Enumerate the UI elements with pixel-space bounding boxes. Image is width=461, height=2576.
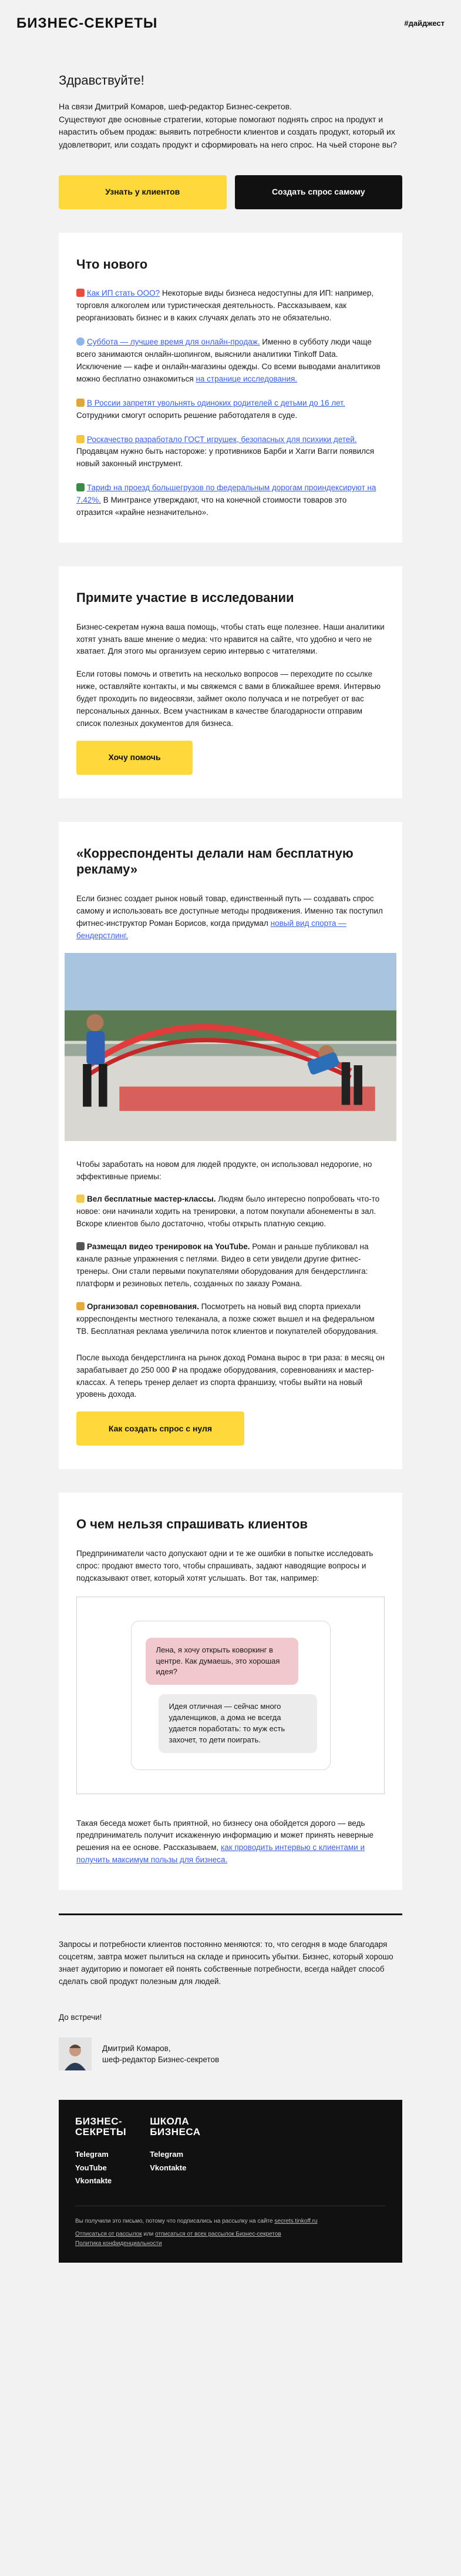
news-item: Тариф на проезд большегрузов по федеральным дорогам проиндексируют на 7,42%. В Минтрансе утверждают, что на конечной стоимости товаров это отразится «крайне незначительно». [76,483,376,517]
logo[interactable]: БИЗНЕС-СЕКРЕТЫ [16,15,158,31]
vkontakte-link[interactable]: Vkontakte [75,2176,112,2186]
author-block [59,2038,402,2070]
questions-title: О чем нельзя спрашивать клиентов [76,1517,308,1532]
video-camera-icon [76,1242,85,1250]
greeting: Здравствуйте! [59,73,144,88]
article-lead: Если бизнес создает рынок новый товар, единственный путь — создавать спрос самому и использовать все доступные методы продвижения. Именно так поступил фитнес-инструктор Роман Борисов, когда придумал новый вид спорта — бендерстлинг. [76,894,383,940]
footer-legal: Вы получили это письмо, потому что подписались на рассылку на сайте secrets.tinkoff.ru Отписаться от рассылок или отписаться от всех рассылок Бизнес-секретов Политика конфиденциальности [75,2206,386,2249]
training-photo [65,953,396,1141]
footer-col-secrets [75,2116,126,2188]
signoff [0,1988,461,2094]
truck-icon [76,483,85,491]
clock-icon [76,337,85,346]
unsubscribe-link[interactable]: Отписаться от рассылок [75,2231,142,2238]
phone-frame [131,1621,331,1770]
question-icon [76,289,85,297]
tip-item: Организовал соревнования. Посмотреть на новый вид спорта приехали корреспонденты местного телеканала, а позже сюжет вышел и на федеральном ТВ. Бесплатная реклама увеличила поток клиентов и покупателей оборудования. [76,1302,378,1336]
footer-logo-secrets[interactable]: БИЗНЕС- СЕКРЕТЫ [75,2116,127,2138]
questions-card [59,1493,402,1890]
tip-item: Размещал видео тренировок на YouTube. Роман и раньше публиковал на канале разные упражнения с петлями. Видео в сети увидели другие фитнес-тренеры. Они стали первыми покупателями оборудования для бендерстлинга: платформ и резиновых петель, созданных по заказу Романа. [76,1242,369,1289]
subscription-note: Вы получили это письмо, потому что подписались на рассылку на сайте secrets.tinkoff.ru [75,2218,318,2225]
telegram-link[interactable]: Telegram [75,2149,109,2159]
research-text: Бизнес-секретам нужна ваша помощь, чтобы стать еще полезнее. Наши аналитики хотят узнать ваше мнение о медиа: что нравится на сайте, что удобно и чего не хватает. Для этого мы организуем серию интервью с читателями. [76,622,385,656]
closing-text: Запросы и потребности клиентов постоянно меняются: то, что сегодня в моде благодаря соцсетям, завтра может пылиться на складе и приносить убытки. Бизнес, который хорошо знает аудиторию и помогает ей понять собственные потребности, всегда найдет способ сделать свой продукт полезным для людей. [59,1940,393,1986]
ask-clients-button[interactable]: Узнать у клиентов [59,175,227,209]
youtube-link[interactable]: YouTube [75,2163,107,2172]
news-item: В России запретят увольнять одиноких родителей с детьми до 16 лет. Сотрудники смогут оспорить решение работодателя в суде. [76,398,345,420]
create-demand-button[interactable]: Создать спрос самому [235,175,403,209]
news-item: Суббота — лучшее время для онлайн-продаж. Именно в субботу люди чаще всего занимаются онлайн-шопингом, выяснили аналитики Tinkoff Data. Исключение — кафе и онлайн-магазины одежды. Со всеми выводами аналитиков можно бесплатно ознакомиться на странице исследования. [76,337,381,383]
intro-author: На связи Дмитрий Комаров, шеф-редактор Бизнес-секретов. [59,102,292,111]
question-bubble: Лена, я хочу открыть коворкинг в центре. Как думаешь, это хорошая идея? [146,1638,298,1685]
create-demand-link-button[interactable]: Как создать спрос с нуля [76,1411,244,1446]
article-card [59,822,402,1469]
news-card [59,233,402,543]
avatar [59,2038,92,2070]
news-title: Что нового [76,256,148,272]
training-photo-image [65,953,396,1141]
toy-icon [76,435,85,443]
hashtag: #дайджест [404,19,445,28]
interview-guide-link[interactable]: как проводить интервью с клиентами и получить максимум пользы для бизнеса. [76,1843,365,1865]
research-title: Примите участие в исследовании [76,590,294,605]
news-link[interactable]: Роскачество разработало ГОСТ игрушек, безопасных для психики детей. [87,434,357,444]
bye-text: До встречи! [59,2012,102,2022]
lightbulb-icon [76,1195,85,1203]
trophy-icon [76,1302,85,1310]
intro-text: Существуют две основные стратегии, которые помогают поднять спрос на продукт и нарастить объем продаж: выявить потребности клиентов и создать продукт, который их удовлетворит, или создать продукт и сформировать на него спрос. На чьей стороне вы? [59,114,397,150]
privacy-link[interactable]: Политика конфиденциальности [75,2240,162,2247]
tip-item: Вел бесплатные мастер-классы. Людям было интересно попробовать что-то новое: они начинали ходить на тренировки, а потом покупали абонементы в зал. Вскоре клиентов было достаточно, чтобы открыть платную секцию. [76,1195,380,1229]
research-text: Если готовы помочь и ответить на несколько вопросов — переходите по ссылке ниже, оставляйте контакты, и мы свяжемся с вами в ближайшее время. Интервью будет проходить по видеосвязи, займет около получаса и не потребует от вас персональных данных. Всем участникам в качестве благодарности отправим список полезных документов для бизнеса. [76,670,381,728]
site-link[interactable]: secrets.tinkoff.ru [274,2218,318,2225]
header [0,0,461,47]
article-text: После выхода бендерстлинга на рынок доход Романа вырос в три раза: в месяц он зарабатывает до 250 000 ₽ на продаже оборудования, соревнованиях и мастер-классах. А теперь тренер делает из спорта франшизу, чтобы выйти на новый уровень дохода. [76,1353,385,1399]
author-photo [59,2038,92,2070]
family-icon [76,399,85,407]
author-role: шеф-редактор Бизнес-секретов [102,2055,220,2065]
news-link[interactable]: В России запретят увольнять одиноких родителей с детьми до 16 лет. [87,398,345,407]
telegram-link[interactable]: Telegram [150,2149,184,2159]
questions-text: Такая беседа может быть приятной, но бизнесу она обойдется дорого — ведь предприниматель получит искаженную информацию и может принять неверные решения на ее основе. Рассказываем, как проводить интервью с клиентами и получить максимум пользы для бизнеса. [76,1818,374,1865]
divider [59,1913,402,1915]
news-link[interactable]: Как ИП стать ООО? [87,289,160,298]
news-link[interactable]: Суббота — лучшее время для онлайн-продаж. [87,337,260,347]
intro-section [0,47,461,233]
vkontakte-link[interactable]: Vkontakte [150,2163,187,2172]
news-item: Роскачество разработало ГОСТ игрушек, безопасных для психики детей. Продавцам нужно быть настороже: у противников Барби и Хагги Вагги появился новый законный инструмент. [76,434,375,469]
unsubscribe-all-link[interactable]: отписаться от всех рассылок Бизнес-секретов [155,2231,281,2238]
author-name: Дмитрий Комаров, [102,2043,171,2053]
questions-text: Предприниматели часто допускают одни и те же ошибки в попытке исследовать спрос: продают вместо того, чтобы спрашивать, задают наводящие вопросы и подсказывают ответ, который хотят услышать. Вот так, например: [76,1548,373,1583]
footer-logo-school[interactable]: ШКОЛА БИЗНЕСА [150,2116,201,2138]
news-link[interactable]: Тариф на проезд большегрузов по федеральным дорогам проиндексируют на 7,42%. [76,483,376,505]
research-card [59,566,402,798]
news-item: Как ИП стать ООО? Некоторые виды бизнеса недоступны для ИП: например, торговля алкоголем или туристическая деятельность. Рассказываем, как реорганизовать бизнес и в каких случаях делать это не обязательно. [76,289,374,323]
help-button[interactable]: Хочу помочь [76,741,193,775]
answer-bubble: Идея отличная — сейчас много удаленщиков, а дома не всегда удается поработать: то муж есть захочет, то дети поиграть. [159,1694,317,1752]
research-page-link[interactable]: на странице исследования. [196,374,298,383]
article-text: Чтобы заработать на новом для людей продукте, он использовал недорогие, но эффективные приемы: [76,1159,372,1181]
footer [59,2100,402,2263]
footer-col-school [150,2116,200,2188]
chat-illustration [76,1597,385,1794]
article-title: «Корреспонденты делали нам бесплатную рекламу» [76,845,354,877]
bendersling-link[interactable]: новый вид спорта — бендерстлинг. [76,918,346,940]
